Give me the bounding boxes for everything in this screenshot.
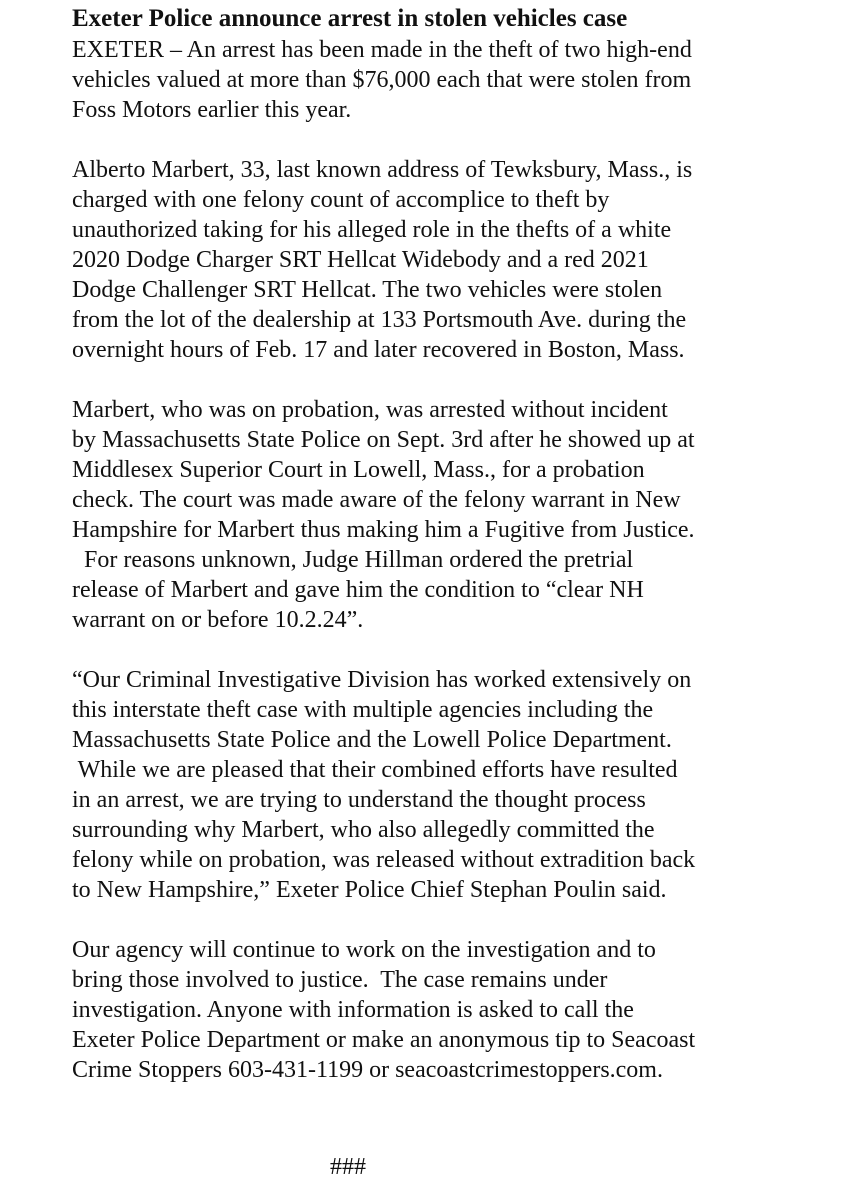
text-line: unauthorized taking for his alleged role in the thefts of a white [72,217,672,243]
text-line: Dodge Challenger SRT Hellcat. The two vehicles were stolen [72,277,663,303]
paragraph-charges [72,155,832,365]
text-line: overnight hours of Feb. 17 and later recovered in Boston, Mass. [72,337,685,363]
text-line: from the lot of the dealership at 133 Portsmouth Ave. during the [72,307,687,333]
text-line: release of Marbert and gave him the condition to “clear NH [72,577,644,603]
paragraph-closing [72,935,832,1085]
text-line: by Massachusetts State Police on Sept. 3rd after he showed up at [72,427,695,453]
text-line: “Our Criminal Investigative Division has worked extensively on [72,667,692,693]
paragraph-quote [72,665,832,905]
paragraph-lede [72,35,832,125]
text-line: felony while on probation, was released without extradition back [72,847,696,873]
text-line: EXETER – An arrest has been made in the theft of two high-end [72,37,692,63]
text-line: investigation. Anyone with information is asked to call the [72,997,634,1023]
text-line: to New Hampshire,” Exeter Police Chief Stephan Poulin said. [72,877,667,903]
text-line: Crime Stoppers 603-431-1199 or seacoastcrimestoppers.com. [72,1057,663,1083]
headline: Exeter Police announce arrest in stolen vehicles case [72,5,628,32]
press-release [72,0,832,1115]
text-line: bring those involved to justice. The case remains under [72,967,608,993]
text-line: 2020 Dodge Charger SRT Hellcat Widebody and a red 2021 [72,247,649,273]
text-line: this interstate theft case with multiple agencies including the [72,697,654,723]
text-line: Marbert, who was on probation, was arrested without incident [72,397,668,423]
text-line: in an arrest, we are trying to understand the thought process [72,787,646,813]
text-line: Alberto Marbert, 33, last known address of Tewksbury, Mass., is [72,157,693,183]
end-mark: ### [330,1154,366,1180]
text-line: Massachusetts State Police and the Lowell Police Department. [72,727,672,753]
text-line: For reasons unknown, Judge Hillman ordered the pretrial [72,547,634,573]
text-line: While we are pleased that their combined efforts have resulted [72,757,678,783]
text-line: check. The court was made aware of the felony warrant in New [72,487,681,513]
text-line: surrounding why Marbert, who also allegedly committed the [72,817,655,843]
text-line: Middlesex Superior Court in Lowell, Mass., for a probation [72,457,645,483]
paragraph-arrest [72,395,832,635]
text-line: Foss Motors earlier this year. [72,97,352,123]
text-line: Our agency will continue to work on the investigation and to [72,937,656,963]
text-line: warrant on or before 10.2.24”. [72,607,364,633]
text-line: Hampshire for Marbert thus making him a Fugitive from Justice. [72,517,695,543]
text-line: charged with one felony count of accomplice to theft by [72,187,610,213]
text-line: vehicles valued at more than $76,000 each that were stolen from [72,67,692,93]
text-line: Exeter Police Department or make an anonymous tip to Seacoast [72,1027,696,1053]
